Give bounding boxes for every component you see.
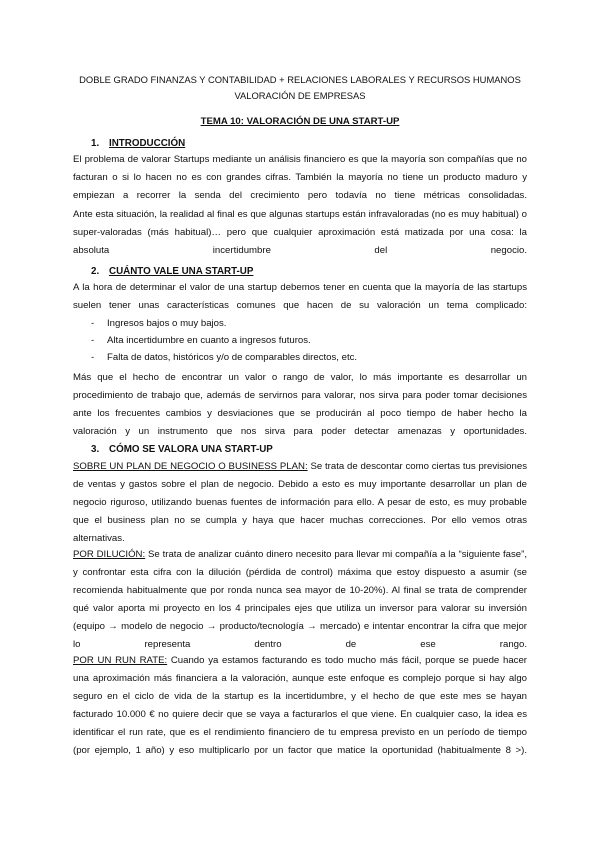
section-2-bullet-list <box>73 315 527 366</box>
list-item: - Ingresos bajos o muy bajos. <box>91 318 227 329</box>
method-run-rate-text: Cuando ya estamos facturando es todo mucho más fácil, porque se puede hacer una aproximación más financiera a la valoración, aunque este enfoque es complejo porque si hay algo seguro en el ciclo de vida de la startup es la incertidumbre, y el hecho de que este mes se hayan facturado 10.000 € no quiere decir que se vaya a facturarlos el que viene. En cualquier caso, la idea es identificar el run rate, que es el rendimiento financiero de tu empresa previsto en un período de tiempo (por ejemplo, 1 año) y eso multiplicarlo por un factor que matice la oportunidad (habitualmente 8 >). <box>73 655 527 756</box>
section-1-number: 1. <box>91 138 100 149</box>
header-degree: DOBLE GRADO FINANZAS Y CONTABILIDAD + RELACIONES LABORALES Y RECURSOS HUMANOS <box>79 74 521 85</box>
section-2-closing: Más que el hecho de encontrar un valor o rango de valor, lo más importante es desarrollar un procedimiento de trabajo que, además de servirnos para valorar, nos sirva para poder tomar decisiones ante los frecuentes cambios y desviaciones que se producirán al poco tiempo de haber hecho la valoración y un instrumento que nos sirva para poder detectar amenazas y oportunidades. <box>73 372 527 437</box>
section-2-title: CUÁNTO VALE UNA START-UP <box>109 266 254 277</box>
section-1-paragraph-2: Ante esta situación, la realidad al final es que algunas startups están infravaloradas (no es muy habitual) o super-valoradas (más habitual)… pero que cualquier aproximación está matizada por una cosa: la absoluta incertidumbre del negocio. <box>73 209 527 256</box>
section-2-heading <box>73 266 527 277</box>
document-title-block <box>73 116 527 127</box>
section-2-number: 2. <box>91 266 100 277</box>
method-business-plan-text: Se trata de descontar como ciertas tus previsiones de ventas y gastos sobre el plan de negocio. Debido a esto es muy importante desarrollar un plan de negocio riguroso, utilizando buenas fuentes de información para ello. A pesar de esto, es muy probable que el business plan no se cumpla y haya que hacer muchas correcciones. Por ello vemos otras alternativas. <box>73 461 527 544</box>
section-3-number: 3. <box>91 444 100 455</box>
method-run-rate <box>73 652 527 778</box>
header-course: VALORACIÓN DE EMPRESAS <box>234 90 366 101</box>
section-3-heading <box>73 444 527 455</box>
method-run-rate-lead: POR UN RUN RATE: <box>73 655 168 666</box>
document-header <box>73 72 527 104</box>
list-item: - Alta incertidumbre en cuanto a ingresos futuros. <box>91 335 311 346</box>
section-1-paragraph-1: El problema de valorar Startups mediante un análisis financiero es que la mayoría son compañías que no facturan o si lo hacen no es con grandes cifras. También la mayoría no tiene un producto maduro y empiezan a recorrer la senda del crecimiento pero todavía no tiene métricas consolidadas. <box>73 154 527 201</box>
method-dilution-lead: POR DILUCIÓN: <box>73 549 146 560</box>
list-item: - Falta de datos, históricos y/o de comparables directos, etc. <box>91 352 358 363</box>
section-2-intro: A la hora de determinar el valor de una startup debemos tener en cuenta que la mayoría de las startups suelen tener unas características comunes que hacen de su valoración un tema complicado: <box>73 282 527 311</box>
method-dilution-text: Se trata de analizar cuánto dinero necesito para llevar mi compañía a la “siguiente fase”, y confrontar esta cifra con la dilución (pérdida de control) máxima que estoy dispuesto a asumir (se recomienda habitualmente que por ronda nunca sea mayor de 10-20%). Al final se trata de comprender qué valor aporta mi proyecto en los 4 principales ejes que utiliza un inversor para valorar su inversión (equipo → modelo de negocio → producto/tecnología → mercado) e intentar encontrar la cifra que mejor lo representa dentro de ese rango. <box>73 549 528 650</box>
section-3-title: CÓMO SE VALORA UNA START-UP <box>109 444 273 455</box>
section-1-heading <box>73 138 527 149</box>
document-title: TEMA 10: VALORACIÓN DE UNA START-UP <box>200 116 400 127</box>
method-business-plan-lead: SOBRE UN PLAN DE NEGOCIO O BUSINESS PLAN: <box>73 461 308 472</box>
section-1-title: INTRODUCCIÓN <box>109 138 186 149</box>
